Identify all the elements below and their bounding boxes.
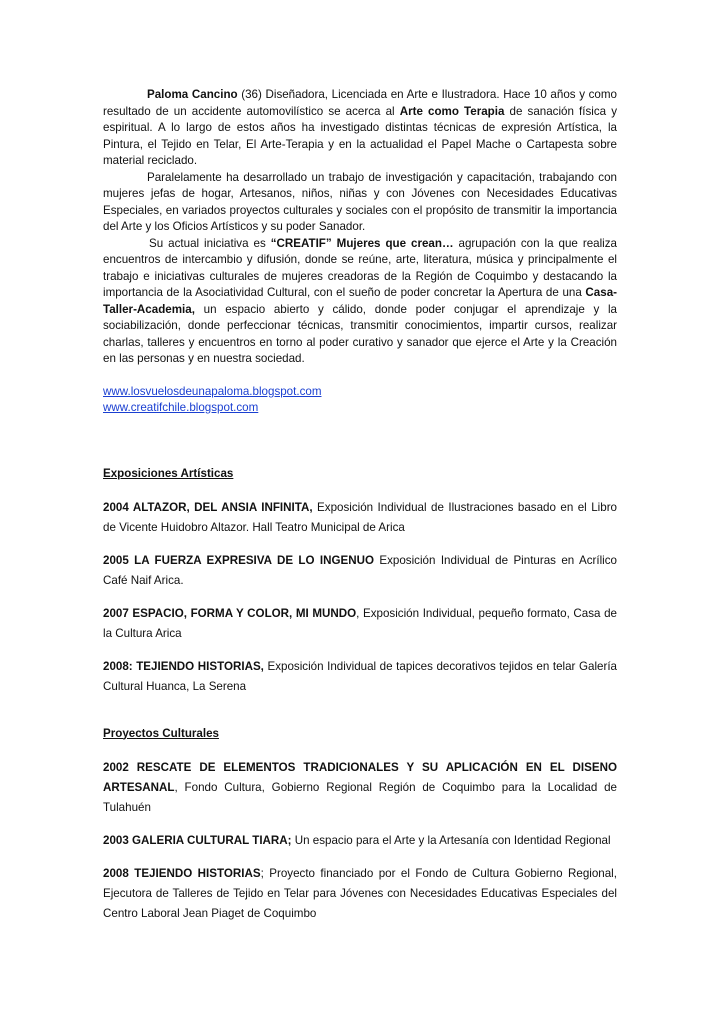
biography [103, 87, 617, 368]
bio-paragraph-2: Paralelamente ha desarrollado un trabajo de investigación y capacitación, trabajando con mujeres jefas de hogar, Artesanos, niños, niñas y con Jóvenes con Necesidades Educativas Especiales, en variados proyectos culturales y sociales con el propósito de transmitir la importancia del Arte y los Oficios Artísticos y su poder Sanador. [103, 170, 617, 233]
bio-highlight: Arte como Terapia [399, 104, 505, 118]
entry-title: 2008: TEJIENDO HISTORIAS, [103, 659, 264, 673]
entry-text: Un espacio para el Arte y la Artesanía con Identidad Regional [291, 833, 611, 847]
bio-text: de sanación física y espiritual. A lo largo de estos años ha investigado distintas técnicas de expresión Artística, la Pintura, el Tejido en Telar, El Arte-Terapia y en la actualidad el Papel Mache o Cartapesta sobre material reciclado. [103, 104, 618, 167]
bio-text: agrupación con la que realiza encuentros de intercambio y difusión, donde se reúne, arte, literatura, música y principalmente el trabajo e iniciativas culturales de mujeres creadoras de la Región de Coquimbo y destacando la importancia de la Asociatividad Cultural, con el sueño de poder concretar la Apertura de una [103, 236, 617, 299]
entry-text: Exposición Individual de Ilustraciones basado en el Libro de Vicente Huidobro Altazor. Hall Teatro Municipal de Arica [103, 500, 618, 534]
entry-title: 2007 ESPACIO, FORMA Y COLOR, MI MUNDO [103, 606, 357, 620]
section-title-exposiciones: Exposiciones Artísticas [103, 466, 234, 480]
entry-title: 2002 RESCATE DE ELEMENTOS TRADICIONALES Y SU APLICACIÓN EN EL DISENO ARTESANAL [103, 760, 617, 794]
bio-highlight: Casa-Taller-Academia, [103, 286, 617, 316]
links [103, 384, 617, 416]
bio-text: un espacio abierto y cálido, donde poder conjugar el aprendizaje y la sociabilización, donde perfeccionar técnicas, transmitir conocimientos, impartir cursos, realizar charlas, talleres y encuentros en torno al poder curativo y sanador que ejerce el Arte y la Creación en las personas y en nuestra sociedad. [103, 302, 617, 365]
list-item [103, 551, 617, 591]
list-item [103, 498, 617, 538]
entry-text: Exposición Individual de Pinturas en Acrílico Café Naif Arica. [103, 553, 617, 587]
list-item [103, 657, 617, 697]
entry-title: 2004 ALTAZOR, DEL ANSIA INFINITA, [103, 500, 313, 514]
section-title-proyectos: Proyectos Culturales [103, 726, 219, 740]
blog-link[interactable]: www.losvuelosdeunapaloma.blogspot.com [103, 384, 322, 398]
list-item [103, 831, 617, 851]
entry-text: , Fondo Cultura, Gobierno Regional Región de Coquimbo para la Localidad de Tulahuén [103, 780, 617, 814]
bio-text: Su actual iniciativa es [149, 236, 271, 250]
entry-text: Exposición Individual de tapices decorativos tejidos en telar Galería Cultural Huanca, La Serena [103, 659, 617, 693]
list-item [103, 864, 617, 924]
entry-text: , Exposición Individual, pequeño formato, Casa de la Cultura Arica [103, 606, 617, 640]
bio-highlight: “CREATIF” Mujeres que crean… [270, 236, 454, 250]
entry-title: 2003 GALERIA CULTURAL TIARA; [103, 833, 292, 847]
author-name: Paloma Cancino [147, 88, 238, 101]
blog-link[interactable]: www.creatifchile.blogspot.com [103, 400, 259, 414]
list-item [103, 604, 617, 644]
entry-title: 2005 LA FUERZA EXPRESIVA DE LO INGENUO [103, 553, 375, 567]
document-page [103, 87, 617, 924]
bio-paragraph-3 [103, 236, 617, 368]
entry-title: 2008 TEJIENDO HISTORIAS [103, 866, 261, 880]
entry-text: ; Proyecto financiado por el Fondo de Cultura Gobierno Regional, Ejecutora de Talleres de Tejido en Telar para Jóvenes con Necesidades Educativas Especiales del Centro Laboral Jean Piaget de Coquimbo [103, 866, 617, 920]
bio-paragraph-1 [103, 87, 617, 170]
bio-text: (36) Diseñadora, Licenciada en Arte e Ilustradora. Hace 10 años y como resultado de un accidente automovilístico se acerca al [103, 88, 617, 118]
list-item [103, 758, 617, 818]
